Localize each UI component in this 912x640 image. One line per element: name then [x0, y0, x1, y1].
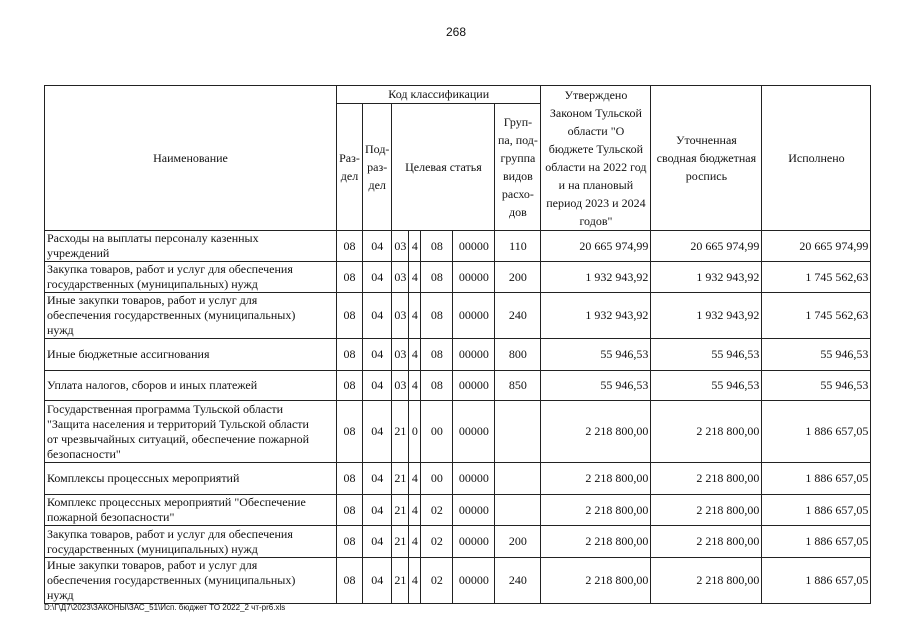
cell-target-direction: 00000 [453, 401, 495, 463]
cell-expense-type: 240 [495, 293, 541, 339]
cell-expense-type [495, 463, 541, 495]
cell-expense-type: 850 [495, 371, 541, 401]
cell-podrazdel: 04 [363, 339, 392, 371]
cell-approved: 2 218 800,00 [541, 463, 651, 495]
table-row [45, 371, 871, 401]
cell-refined: 2 218 800,00 [651, 495, 762, 526]
cell-target-direction: 00000 [453, 495, 495, 526]
cell-target-program: 03 [392, 231, 409, 262]
row-name: Иные бюджетные ассигнования [45, 339, 337, 371]
cell-target-event: 02 [421, 495, 453, 526]
cell-executed: 55 946,53 [762, 339, 871, 371]
cell-target-program: 21 [392, 558, 409, 604]
cell-target-event: 00 [421, 463, 453, 495]
header-refined: Уточненная сводная бюджетная роспись [651, 86, 762, 231]
cell-target-subprogram: 4 [409, 262, 421, 293]
cell-expense-type: 110 [495, 231, 541, 262]
row-name: Иные закупки товаров, работ и услуг для обеспечения государственных (муниципальных) нужд [45, 293, 337, 339]
cell-target-program: 03 [392, 339, 409, 371]
table-row [45, 401, 871, 463]
cell-executed: 55 946,53 [762, 371, 871, 401]
cell-refined: 2 218 800,00 [651, 558, 762, 604]
cell-refined: 2 218 800,00 [651, 526, 762, 558]
header-expense-group: Груп- па, под- группа видов расхо- дов [495, 104, 541, 231]
cell-target-program: 21 [392, 463, 409, 495]
cell-target-subprogram: 4 [409, 293, 421, 339]
cell-target-subprogram: 4 [409, 558, 421, 604]
cell-target-event: 08 [421, 231, 453, 262]
cell-razdel: 08 [337, 339, 363, 371]
cell-approved: 2 218 800,00 [541, 401, 651, 463]
row-name: Расходы на выплаты персоналу казенных учреждений [45, 231, 337, 262]
header-executed: Исполнено [762, 86, 871, 231]
header-subsection: Под- раз- дел [363, 104, 392, 231]
cell-target-subprogram: 4 [409, 231, 421, 262]
cell-approved: 20 665 974,99 [541, 231, 651, 262]
header-approved: Утверждено Законом Тульской области "О бюджете Тульской области на 2022 год и на плановый период 2023 и 2024 годов" [541, 86, 651, 231]
cell-target-event: 02 [421, 558, 453, 604]
cell-target-direction: 00000 [453, 231, 495, 262]
cell-target-program: 21 [392, 495, 409, 526]
cell-approved: 2 218 800,00 [541, 495, 651, 526]
cell-approved: 1 932 943,92 [541, 262, 651, 293]
cell-target-subprogram: 4 [409, 339, 421, 371]
header-classification: Код классификации [337, 86, 541, 104]
cell-target-direction: 00000 [453, 293, 495, 339]
table-row [45, 558, 871, 604]
cell-razdel: 08 [337, 526, 363, 558]
cell-approved: 1 932 943,92 [541, 293, 651, 339]
header-target-item: Целевая статья [392, 104, 495, 231]
cell-executed: 1 886 657,05 [762, 495, 871, 526]
cell-razdel: 08 [337, 371, 363, 401]
cell-executed: 1 886 657,05 [762, 526, 871, 558]
cell-target-program: 03 [392, 262, 409, 293]
row-name: Комплекс процессных мероприятий "Обеспечение пожарной безопасности" [45, 495, 337, 526]
cell-refined: 55 946,53 [651, 371, 762, 401]
cell-podrazdel: 04 [363, 401, 392, 463]
table-row [45, 262, 871, 293]
cell-executed: 1 745 562,63 [762, 262, 871, 293]
cell-approved: 55 946,53 [541, 371, 651, 401]
cell-podrazdel: 04 [363, 526, 392, 558]
cell-razdel: 08 [337, 293, 363, 339]
cell-expense-type [495, 495, 541, 526]
table-row [45, 526, 871, 558]
cell-executed: 1 886 657,05 [762, 463, 871, 495]
cell-target-direction: 00000 [453, 262, 495, 293]
cell-target-program: 03 [392, 371, 409, 401]
cell-target-subprogram: 4 [409, 526, 421, 558]
cell-target-direction: 00000 [453, 558, 495, 604]
cell-podrazdel: 04 [363, 231, 392, 262]
cell-target-program: 03 [392, 293, 409, 339]
cell-target-direction: 00000 [453, 371, 495, 401]
cell-expense-type: 240 [495, 558, 541, 604]
footer-file-path: D:\Г\Д7\2023\ЗАКОНЫ\ЗАС_51\Исп. бюджет ТО 2022_2 чт-pr6.xls [44, 603, 286, 612]
cell-razdel: 08 [337, 262, 363, 293]
cell-podrazdel: 04 [363, 293, 392, 339]
row-name: Закупка товаров, работ и услуг для обеспечения государственных (муниципальных) нужд [45, 262, 337, 293]
header-section: Раз- дел [337, 104, 363, 231]
cell-executed: 20 665 974,99 [762, 231, 871, 262]
cell-expense-type [495, 401, 541, 463]
cell-target-event: 08 [421, 339, 453, 371]
cell-razdel: 08 [337, 231, 363, 262]
cell-podrazdel: 04 [363, 463, 392, 495]
cell-razdel: 08 [337, 495, 363, 526]
row-name: Уплата налогов, сборов и иных платежей [45, 371, 337, 401]
cell-target-program: 21 [392, 526, 409, 558]
cell-target-direction: 00000 [453, 526, 495, 558]
cell-refined: 55 946,53 [651, 339, 762, 371]
table-row [45, 293, 871, 339]
table-row [45, 495, 871, 526]
cell-target-direction: 00000 [453, 339, 495, 371]
row-name: Иные закупки товаров, работ и услуг для обеспечения государственных (муниципальных) нужд [45, 558, 337, 604]
cell-refined: 2 218 800,00 [651, 401, 762, 463]
cell-executed: 1 745 562,63 [762, 293, 871, 339]
cell-razdel: 08 [337, 463, 363, 495]
cell-target-event: 02 [421, 526, 453, 558]
cell-executed: 1 886 657,05 [762, 558, 871, 604]
cell-target-event: 08 [421, 293, 453, 339]
table-row [45, 339, 871, 371]
cell-target-subprogram: 4 [409, 463, 421, 495]
cell-target-direction: 00000 [453, 463, 495, 495]
cell-approved: 2 218 800,00 [541, 558, 651, 604]
cell-target-program: 21 [392, 401, 409, 463]
cell-razdel: 08 [337, 558, 363, 604]
cell-refined: 2 218 800,00 [651, 463, 762, 495]
cell-target-subprogram: 4 [409, 371, 421, 401]
cell-target-event: 08 [421, 371, 453, 401]
cell-podrazdel: 04 [363, 558, 392, 604]
budget-table [44, 85, 871, 604]
cell-razdel: 08 [337, 401, 363, 463]
page-number: 268 [445, 25, 467, 39]
cell-expense-type: 200 [495, 526, 541, 558]
row-name: Закупка товаров, работ и услуг для обеспечения государственных (муниципальных) нужд [45, 526, 337, 558]
cell-refined: 20 665 974,99 [651, 231, 762, 262]
cell-refined: 1 932 943,92 [651, 262, 762, 293]
cell-executed: 1 886 657,05 [762, 401, 871, 463]
cell-podrazdel: 04 [363, 495, 392, 526]
header-name: Наименование [45, 86, 337, 231]
cell-approved: 2 218 800,00 [541, 526, 651, 558]
table-row [45, 463, 871, 495]
table-row [45, 231, 871, 262]
cell-podrazdel: 04 [363, 262, 392, 293]
cell-expense-type: 200 [495, 262, 541, 293]
cell-target-subprogram: 4 [409, 495, 421, 526]
cell-target-event: 00 [421, 401, 453, 463]
cell-target-event: 08 [421, 262, 453, 293]
cell-target-subprogram: 0 [409, 401, 421, 463]
cell-refined: 1 932 943,92 [651, 293, 762, 339]
row-name: Комплексы процессных мероприятий [45, 463, 337, 495]
cell-podrazdel: 04 [363, 371, 392, 401]
cell-expense-type: 800 [495, 339, 541, 371]
cell-approved: 55 946,53 [541, 339, 651, 371]
row-name: Государственная программа Тульской области "Защита населения и территорий Тульской области от чрезвычайных ситуаций, обеспечение пожарной безопасности" [45, 401, 337, 463]
